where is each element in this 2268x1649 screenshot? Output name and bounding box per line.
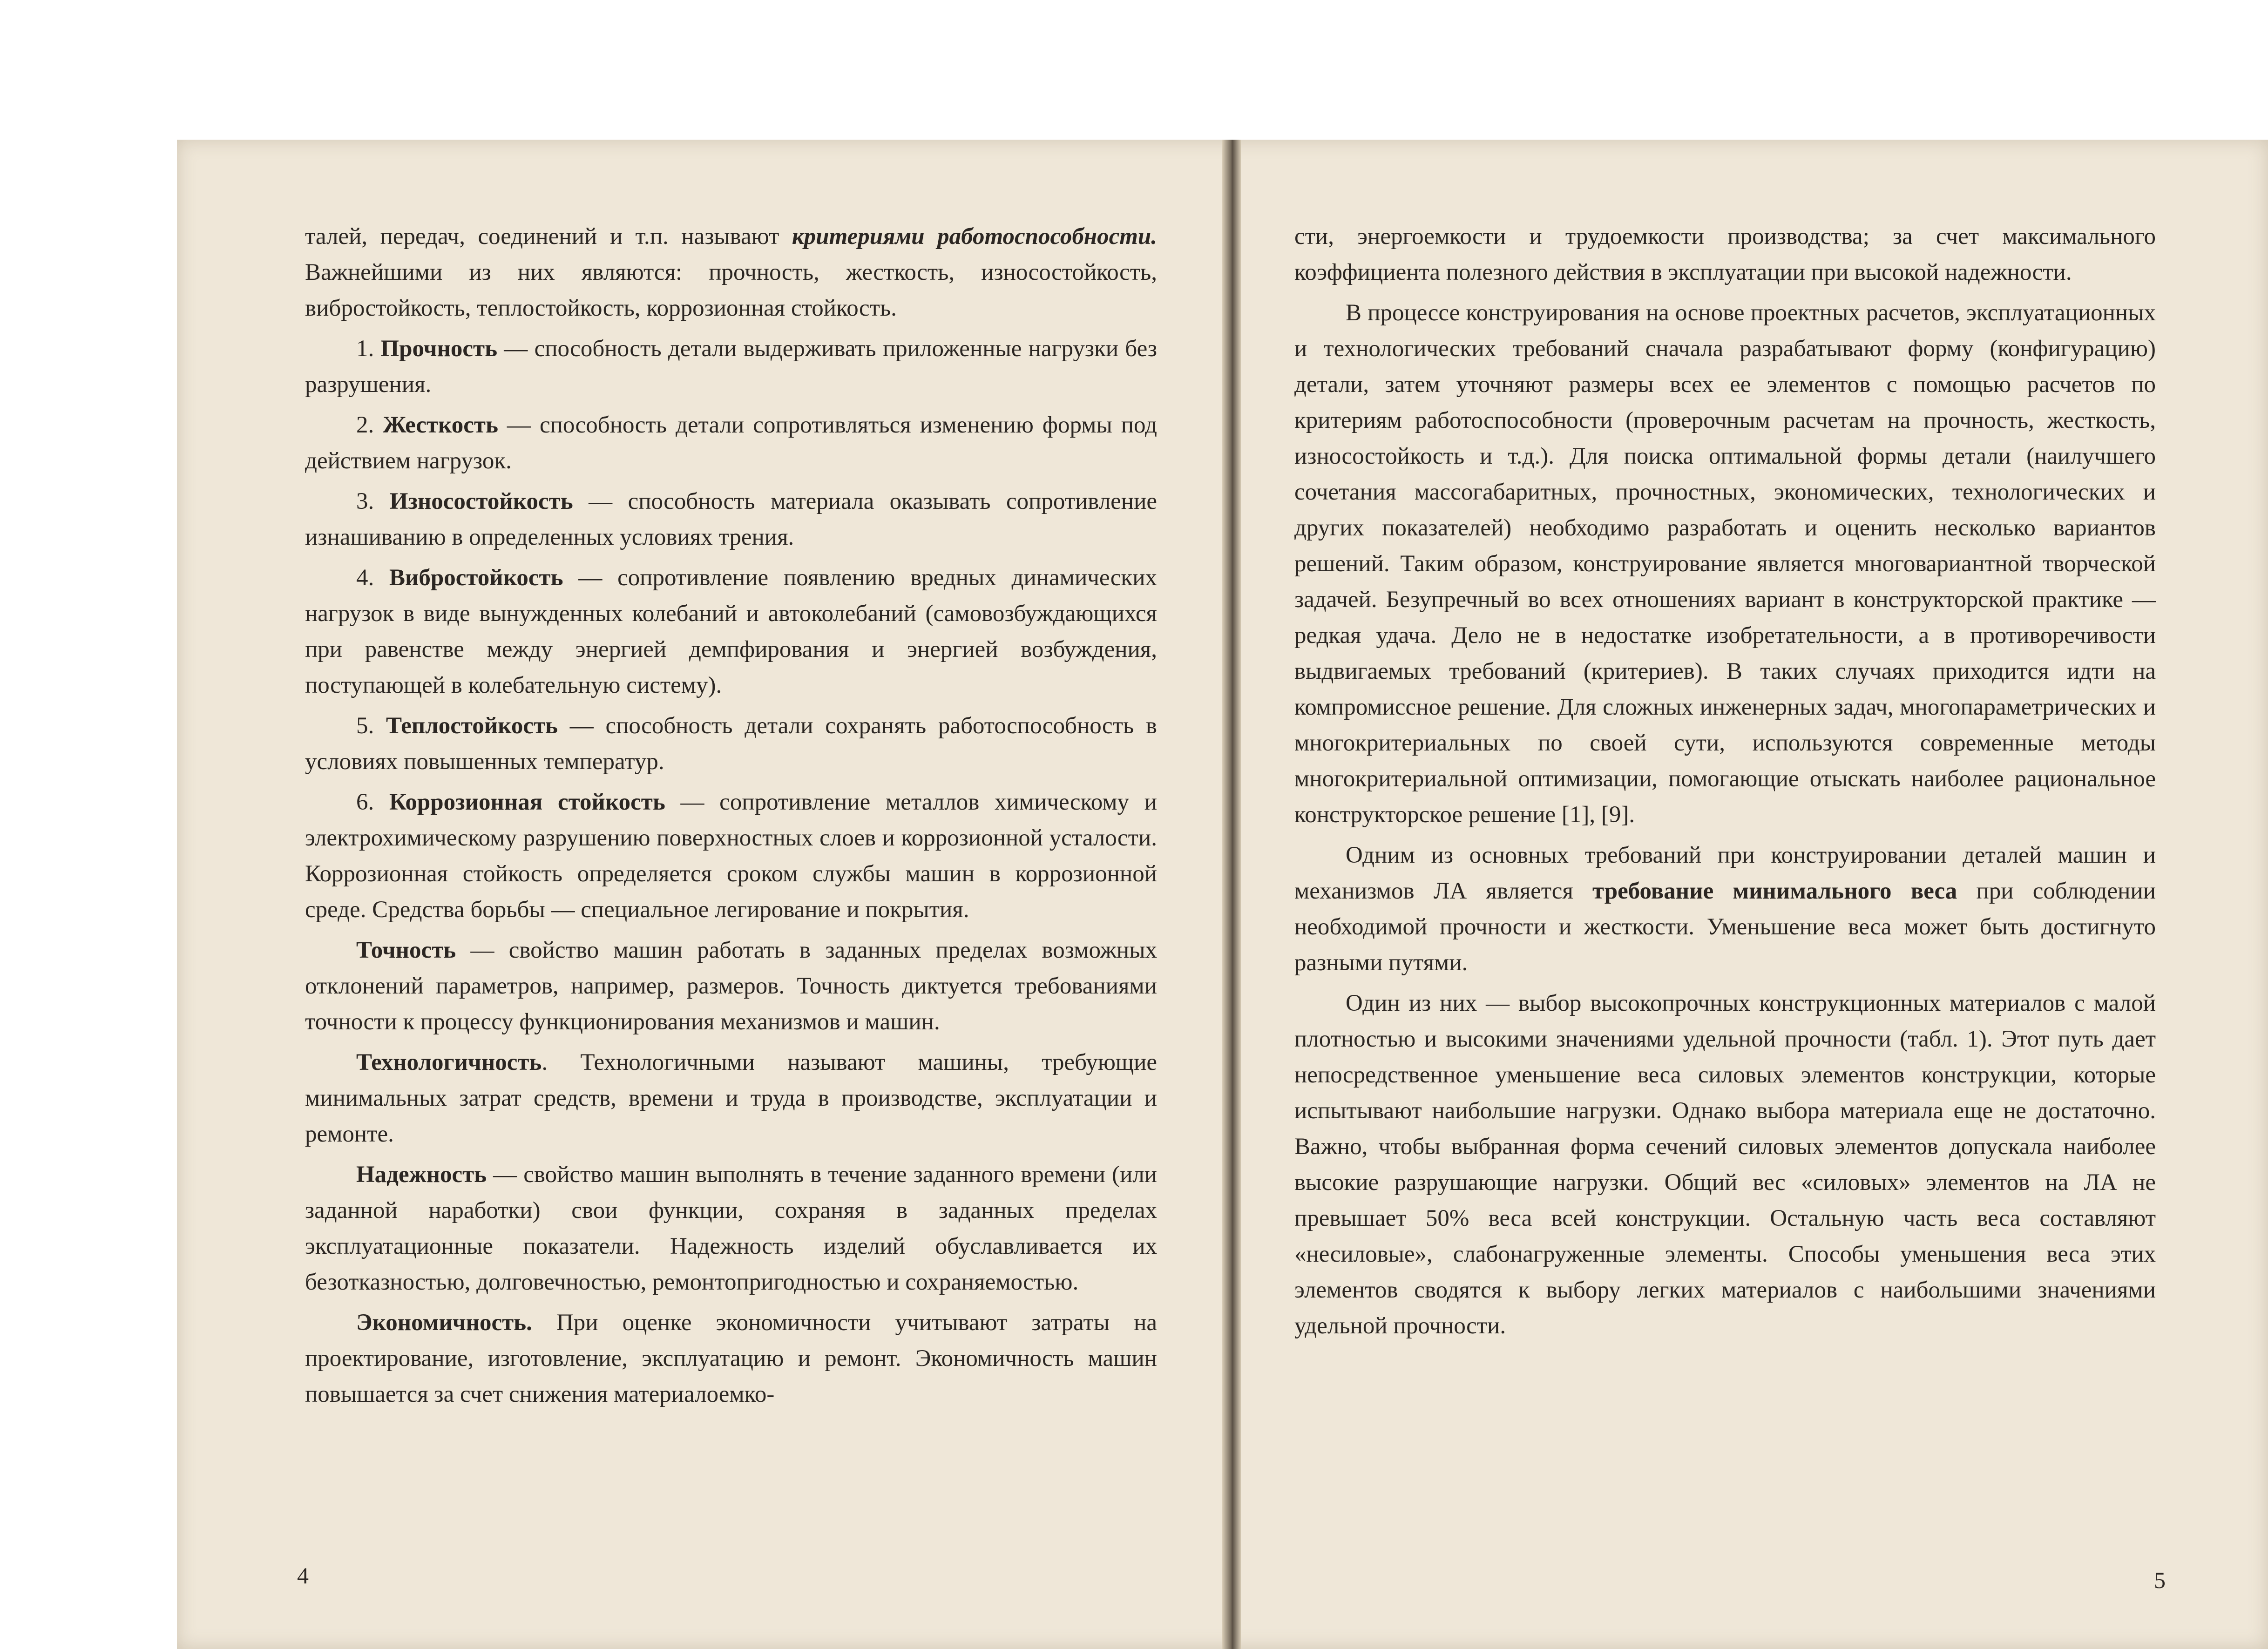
book-gutter bbox=[1222, 140, 1241, 1649]
right-page bbox=[1241, 140, 2268, 1649]
definition-term: Точность bbox=[356, 937, 456, 963]
criterion-item: 3. Износостойкость — способность материала оказывать сопротивление изнашиванию в определенных условиях трения. bbox=[305, 488, 1158, 550]
term-criteria: критериями работоспособности. bbox=[792, 223, 1158, 250]
criterion-term: Износостойкость bbox=[389, 488, 573, 514]
body-paragraph: Один из них — выбор высокопрочных конструкционных материалов с малой плотностью и высокими значениями удельной прочности (табл. 1). Этот путь дает непосредственное уменьшение веса силовых элементов конструкции, которые испытывают наибольшие нагрузки. Однако выбора материала еще не достаточно. Важно, чтобы выбранная форма сечений силовых элементов допускала наиболее высокие разрушающие нагрузки. Общий вес «силовых» элементов на ЛА не превышает 50% веса всей конструкции. Остальную часть веса составляют «несиловые», слабонагруженные элементы. Способы уменьшения веса этих элементов сводятся к выбору легких материалов с наибольшими значениями удельной прочности. bbox=[1294, 990, 2156, 1339]
book-spread bbox=[177, 140, 2268, 1649]
term-min-weight: требование минимального веса bbox=[1592, 878, 1957, 904]
body-paragraph: В процессе конструирования на основе проектных расчетов, эксплуатационных и технологических требований сначала разрабатывают форму (конфигурацию) детали, затем уточняют размеры всех ее элементов с помощью расчетов по критериям работоспособности (проверочным расчетам на прочность, жесткость, износостойкость и т.д.). Для поиска оптимальной формы детали (наилучшего сочетания массогабаритных, прочностных, экономических, технологических и других показателей) необходимо разработать и оценить несколько вариантов решений. Таким образом, конструирование является многовариантной творческой задачей. Безупречный во всех отношениях вариант в конструкторской практике — редкая удача. Дело не в недостатке изобретательности, а в противоречивости выдвигаемых требований (критериев). В таких случаях приходится идти на компромиссное решение. Для сложных инженерных задач, многопараметрических и многокритериальных по своей сути, используются современные методы многокритериальной оптимизации, помогающие отыскать наиболее рациональное конструкторское решение [1], [9]. bbox=[1294, 300, 2156, 828]
definition-term: Технологичность bbox=[356, 1049, 542, 1075]
definition-paragraph: Точность — свойство машин работать в заданных пределах возможных отклонений параметров, например, размеров. Точность диктуется требованиями точности к процессу функционирования механизмов и машин. bbox=[305, 937, 1157, 1035]
definition-term: Экономичность. bbox=[356, 1310, 532, 1336]
page-number-left: 4 bbox=[297, 1562, 309, 1588]
criterion-term: Жесткость bbox=[383, 412, 498, 438]
right-page-text bbox=[1294, 219, 2156, 1349]
criterion-item: 5. Теплостойкость — способность детали сохранять работоспособность в условиях повышенных температур. bbox=[305, 713, 1158, 775]
intro-paragraph: талей, передач, соединений и т.п. называют критериями работоспособности. Важнейшими из них являются: прочность, жесткость, износостойкость, вибростойкость, теплостойкость, коррозионная стойкость. bbox=[305, 223, 1158, 321]
body-paragraph: Одним из основных требований при конструировании деталей машин и механизмов ЛА является требование минимального веса при соблюдении необходимой прочности и жесткости. Уменьшение веса может быть достигнуто разными путями. bbox=[1294, 842, 2156, 976]
criterion-term: Коррозионная стойкость bbox=[389, 789, 665, 815]
criterion-item: 2. Жесткость — способность детали сопротивляться изменению формы под действием нагрузок. bbox=[305, 412, 1157, 474]
left-page bbox=[177, 140, 1222, 1649]
criterion-item: 4. Вибростойкость — сопротивление появлению вредных динамических нагрузок в виде вынужденных колебаний и автоколебаний (самовозбуждающихся при равенстве между энергией демпфирования и энергией возбуждения, поступающей в колебательную систему). bbox=[305, 565, 1157, 698]
criterion-item: 6. Коррозионная стойкость — сопротивление металлов химическому и электрохимическому разрушению поверхностных слоев и коррозионной усталости. Коррозионная стойкость определяется сроком службы машин в коррозионной среде. Средства борьбы — специальное легирование и покрытия. bbox=[305, 789, 1158, 923]
continuation-paragraph: сти, энергоемкости и трудоемкости производства; за счет максимального коэффициента полезного действия в эксплуатации при высокой надежности. bbox=[1294, 223, 2156, 285]
definition-paragraph: Технологичность. Технологичными называют машины, требующие минимальных затрат средств, времени и труда в производстве, эксплуатации и ремонте. bbox=[305, 1049, 1157, 1147]
criterion-term: Прочность bbox=[380, 336, 498, 362]
criterion-term: Вибростойкость bbox=[389, 565, 563, 591]
criterion-term: Теплостойкость bbox=[386, 713, 558, 739]
definition-term: Надежность bbox=[356, 1162, 487, 1188]
definition-paragraph: Надежность — свойство машин выполнять в течение заданного времени (или заданной наработки) свои функции, сохраняя в заданных пределах эксплуатационные показатели. Надежность изделий обуславливается их безотказностью, долговечностью, ремонтопригодностью и сохраняемостью. bbox=[305, 1162, 1157, 1295]
criterion-item: 1. Прочность — способность детали выдерживать приложенные нагрузки без разрушения. bbox=[305, 336, 1157, 398]
definition-paragraph: Экономичность. При оценке экономичности учитывают затраты на проектирование, изготовление, эксплуатацию и ремонт. Экономичность машин повышается за счет снижения материалоемко- bbox=[305, 1310, 1157, 1407]
page-number-right: 5 bbox=[2154, 1567, 2166, 1593]
left-page-text bbox=[305, 219, 1157, 1417]
